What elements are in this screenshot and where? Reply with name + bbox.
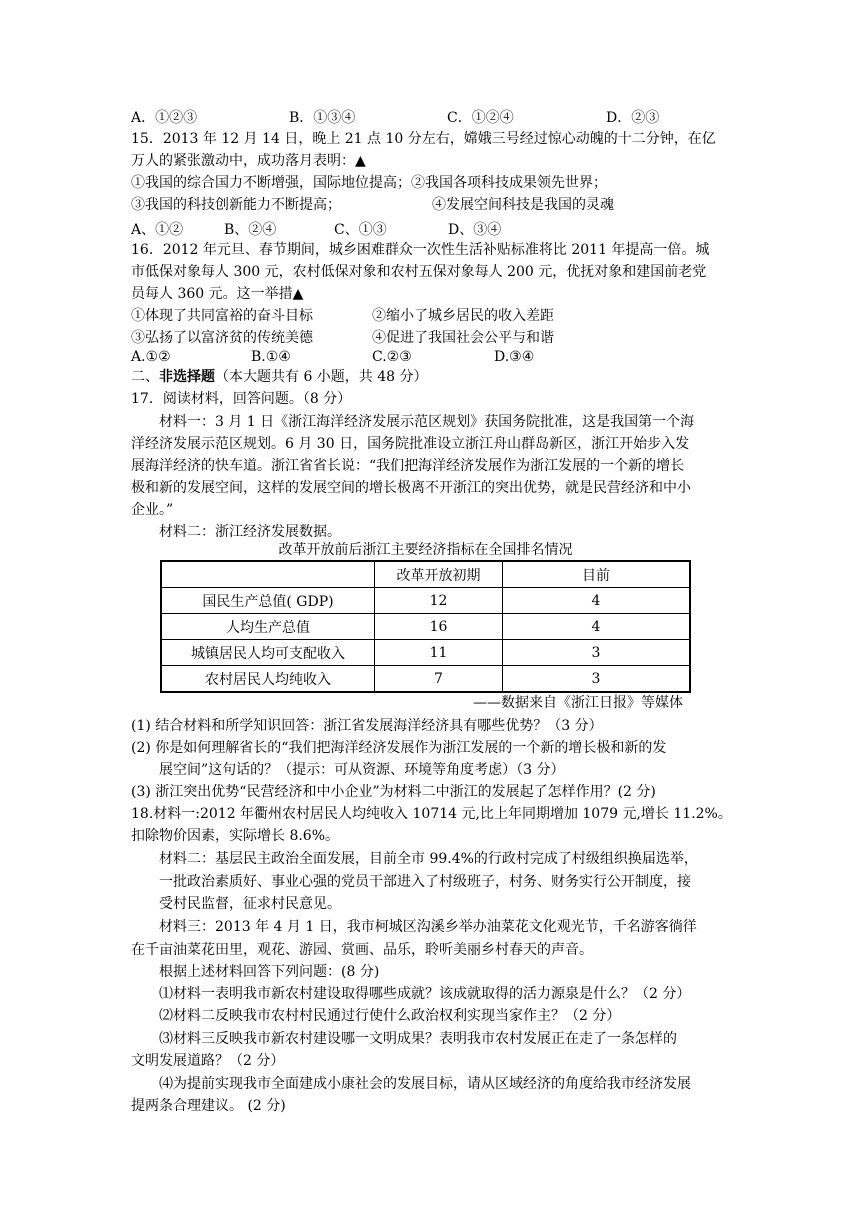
table-source: ——数据来自《浙江日报》等媒体 (473, 695, 683, 711)
table-row (161, 614, 690, 640)
q16-item-4: ④促进了我国社会公平与和谐 (372, 330, 554, 346)
table-caption: 改革开放前后浙江主要经济指标在全国排名情况 (278, 542, 573, 558)
q16-option-b: B.①④ (251, 349, 291, 365)
q16-option-a: A.①② (131, 349, 171, 365)
q15-stem-line-1: 15．2013 年 12 月 14 日，晚上 21 点 10 分左右，嫦娥三号经过惊心动魄的十二分钟，在亿 (131, 131, 716, 147)
q15-option-a: A、①② (131, 222, 184, 238)
section-note: （本大题共有 6 小题，共 48 分） (215, 369, 428, 385)
q15-option-d: D、③④ (448, 222, 502, 238)
q15-stem-line-2: 万人的紧张激动中，成功落月表明：▲ (131, 153, 366, 169)
q17-material-1-line-1: 材料一：3 月 1 日《浙江海洋经济发展示范区规划》获国务院批准，这是我国第一个海 (159, 414, 695, 430)
table-cell: 16 (375, 614, 503, 640)
q16-option-c: C.②③ (372, 349, 412, 365)
q17-material-1-line-3: 展海洋经济的快车道。浙江省省长说：“我们把海洋经济发展作为浙江发展的一个新的增长 (131, 458, 685, 474)
table-header-row (161, 561, 690, 588)
q18-lead: 根据上述材料回答下列问题：(8 分) (159, 964, 380, 980)
ranking-table (160, 560, 691, 693)
table-cell: 城镇居民人均可支配收入 (161, 640, 375, 666)
q18-material-3-line-1: 材料三：2013 年 4 月 1 日，我市柯城区沟溪乡举办油菜花文化观光节，千名游客徜徉 (159, 919, 697, 935)
q16-stem-line-3: 员每人 360 元。这一举措▲ (131, 286, 304, 302)
q14-option-b: B．①③④ (289, 110, 356, 126)
q18-material-1-line-1: 18.材料一:2012 年衢州农村居民人均纯收入 10714 元,比上年同期增加 1079 元,增长 11.2%。 (131, 806, 732, 822)
q18-material-2-line-2: 一批政治素质好、事业心强的党员干部进入了村级班子，村务、财务实行公开制度，接 (159, 874, 691, 890)
q16-item-1: ①体现了共同富裕的奋斗目标 (131, 308, 313, 324)
table-cell: 4 (503, 588, 691, 614)
table-cell: 农村居民人均纯收入 (161, 666, 375, 693)
table-header-cell: 目前 (503, 561, 691, 588)
q18-material-2-line-1: 材料二：基层民主政治全面发展，目前全市 99.4%的行政村完成了村级组织换届选举， (159, 851, 698, 867)
q14-option-c: C．①②④ (447, 110, 514, 126)
table-row (161, 640, 690, 666)
table-cell: 国民生产总值( GDP) (161, 588, 375, 614)
q16-item-2: ②缩小了城乡居民的收入差距 (372, 308, 554, 324)
table-cell: 人均生产总值 (161, 614, 375, 640)
table-cell: 3 (503, 666, 691, 693)
q17-subquestion-3: (3) 浙江突出优势“民营经济和中小企业”为材料二中浙江的发展起了怎样作用？(2 分) (131, 784, 656, 800)
q17-subquestion-2-line-2: 展空间”这句话的？（提示：可从资源、环境等角度考虑）（3 分） (159, 762, 565, 778)
q17-material-1-line-5: 企业。” (131, 502, 174, 518)
q17-material-2: 材料二：浙江经济发展数据。 (159, 524, 341, 540)
q18-subquestion-2: ⑵材料二反映我市农村村民通过行使什么政治权利实现当家作主？（2 分） (159, 1008, 621, 1024)
q14-option-d: D．②③ (606, 110, 660, 126)
table-cell: 3 (503, 640, 691, 666)
section-title: 非选择题 (159, 369, 215, 385)
q18-subquestion-1: ⑴材料一表明我市新农村建设取得哪些成就？该成就取得的活力源泉是什么？（2 分） (159, 986, 691, 1002)
q17-subquestion-2-line-1: (2) 你是如何理解省长的“我们把海洋经济发展作为浙江发展的一个新的增长极和新的发 (131, 740, 667, 756)
q18-subquestion-4-line-1: ⑷为提前实现我市全面建成小康社会的发展目标，请从区域经济的角度给我市经济发展 (159, 1076, 691, 1092)
q18-material-2-line-3: 受村民监督，征求村民意见。 (159, 896, 341, 912)
q17-material-1-line-4: 极和新的发展空间，这样的发展空间的增长极离不开浙江的突出优势，就是民营经济和中小 (131, 480, 691, 496)
q15-item-line-1: ①我国的综合国力不断增强，国际地位提高；②我国各项科技成果领先世界； (131, 175, 607, 191)
q18-material-1-line-2: 扣除物价因素，实际增长 8.6%。 (131, 828, 340, 844)
q16-item-3: ③弘扬了以富济贫的传统美德 (131, 330, 313, 346)
q18-subquestion-4-line-2: 提两条合理建议。 (2 分) (131, 1098, 286, 1114)
table-header-cell (161, 561, 375, 588)
q15-item-2: ③我国的科技创新能力不断提高； (131, 197, 341, 213)
table-row (161, 666, 690, 693)
section-prefix: 二、 (131, 369, 159, 385)
table-cell: 7 (375, 666, 503, 693)
q18-subquestion-3-line-1: ⑶材料三反映我市新农村建设哪一文明成果？表明我市农村发展正在走了一条怎样的 (159, 1031, 677, 1047)
q15-item-4: ④发展空间科技是我国的灵魂 (432, 197, 614, 213)
q14-option-a: A．①②③ (131, 110, 198, 126)
q16-stem-line-1: 16．2012 年元旦、春节期间，城乡困难群众一次性生活补贴标准将比 2011 年提高一倍。城 (131, 242, 710, 258)
table-cell: 12 (375, 588, 503, 614)
table-header-cell: 改革开放初期 (375, 561, 503, 588)
table-row (161, 588, 690, 614)
q17-material-1-line-2: 洋经济发展示范区规划。6 月 30 日，国务院批准设立浙江舟山群岛新区，浙江开始步入发 (131, 436, 690, 452)
table-cell: 4 (503, 614, 691, 640)
q15-option-c: C、①③ (334, 222, 387, 238)
q16-option-d: D.③④ (494, 349, 535, 365)
q18-material-3-line-2: 在千亩油菜花田里，观花、游园、赏画、品乐，聆听美丽乡村春天的声音。 (131, 942, 593, 958)
q17-subquestion-1: (1) 结合材料和所学知识回答：浙江省发展海洋经济具有哪些优势？（3 分） (131, 718, 603, 734)
section-heading (131, 366, 428, 388)
q16-stem-line-2: 市低保对象每人 300 元，农村低保对象和农村五保对象每人 200 元，优抚对象和建国前老党 (131, 264, 707, 280)
q17-intro: 17．阅读材料，回答问题。（8 分） (131, 391, 352, 407)
q15-option-b: B、②④ (224, 222, 277, 238)
q18-subquestion-3-line-2: 文明发展道路？（2 分） (131, 1053, 285, 1069)
table-cell: 11 (375, 640, 503, 666)
